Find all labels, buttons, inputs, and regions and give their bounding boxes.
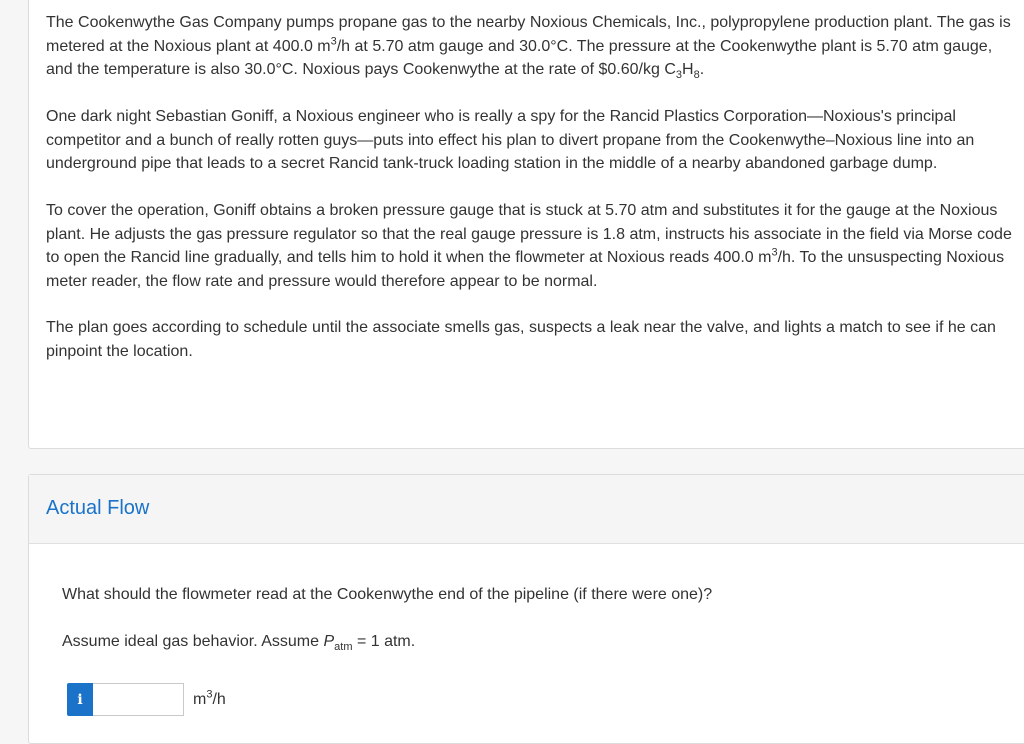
problem-paragraph-2: One dark night Sebastian Goniff, a Noxious engineer who is really a spy for the Rancid Plastics Corporation—Noxious's principal competitor and a bunch of really rotten guys—puts into effect his plan to divert propane from the Cookenwythe–Noxious line into an underground pipe that leads to a secret Rancid tank-truck loading station in the middle of a nearby abandoned garbage dump.: [46, 108, 975, 172]
problem-paragraph-4: The plan goes according to schedule until the associate smells gas, suspects a leak near the valve, and lights a match to see if he can pinpoint the location.: [46, 319, 996, 360]
assumption-text: Assume ideal gas behavior. Assume $P_{atm} = 1$ atm.: [62, 633, 416, 654]
problem-paragraph-1: The Cookenwythe Gas Company pumps propane gas to the nearby Noxious Chemicals, Inc., polypropylene production plant. The gas is metered at the Noxious plant at 400.0 $m^3/h$ at 5.70 atm gauge and 30.0°C. The pressure at the Cookenwythe plant is 5.70 atm gauge, and the temperature is also 30.0°C. Noxious pays Cookenwythe at the rate of $0.60/kg $C_3H_8$.: [46, 14, 1011, 82]
answer-input[interactable]: [93, 683, 184, 716]
section-header: [29, 475, 1024, 544]
problem-card: [28, 0, 1024, 449]
answer-row: [67, 682, 226, 717]
question-text: What should the flowmeter read at the Cookenwythe end of the pipeline (if there were one)?: [62, 586, 713, 603]
problem-paragraph-3: To cover the operation, Goniff obtains a broken pressure gauge that is stuck at 5.70 atm and substitutes it for the gauge at the Noxious plant. He adjusts the gas pressure regulator so that the real gauge pressure is 1.8 atm, instructs his associate in the field via Morse code to open the Rancid line gradually, and tells him to hold it when the flowmeter at Noxious reads 400.0 $m^3/h$. To the unsuspecting Noxious meter reader, the flow rate and pressure would therefore appear to be normal.: [46, 202, 1012, 290]
section-title: Actual Flow: [46, 497, 150, 519]
question-card: [28, 474, 1024, 744]
info-icon[interactable]: i: [67, 683, 93, 716]
unit-label: $m^3/h$: [193, 688, 226, 708]
